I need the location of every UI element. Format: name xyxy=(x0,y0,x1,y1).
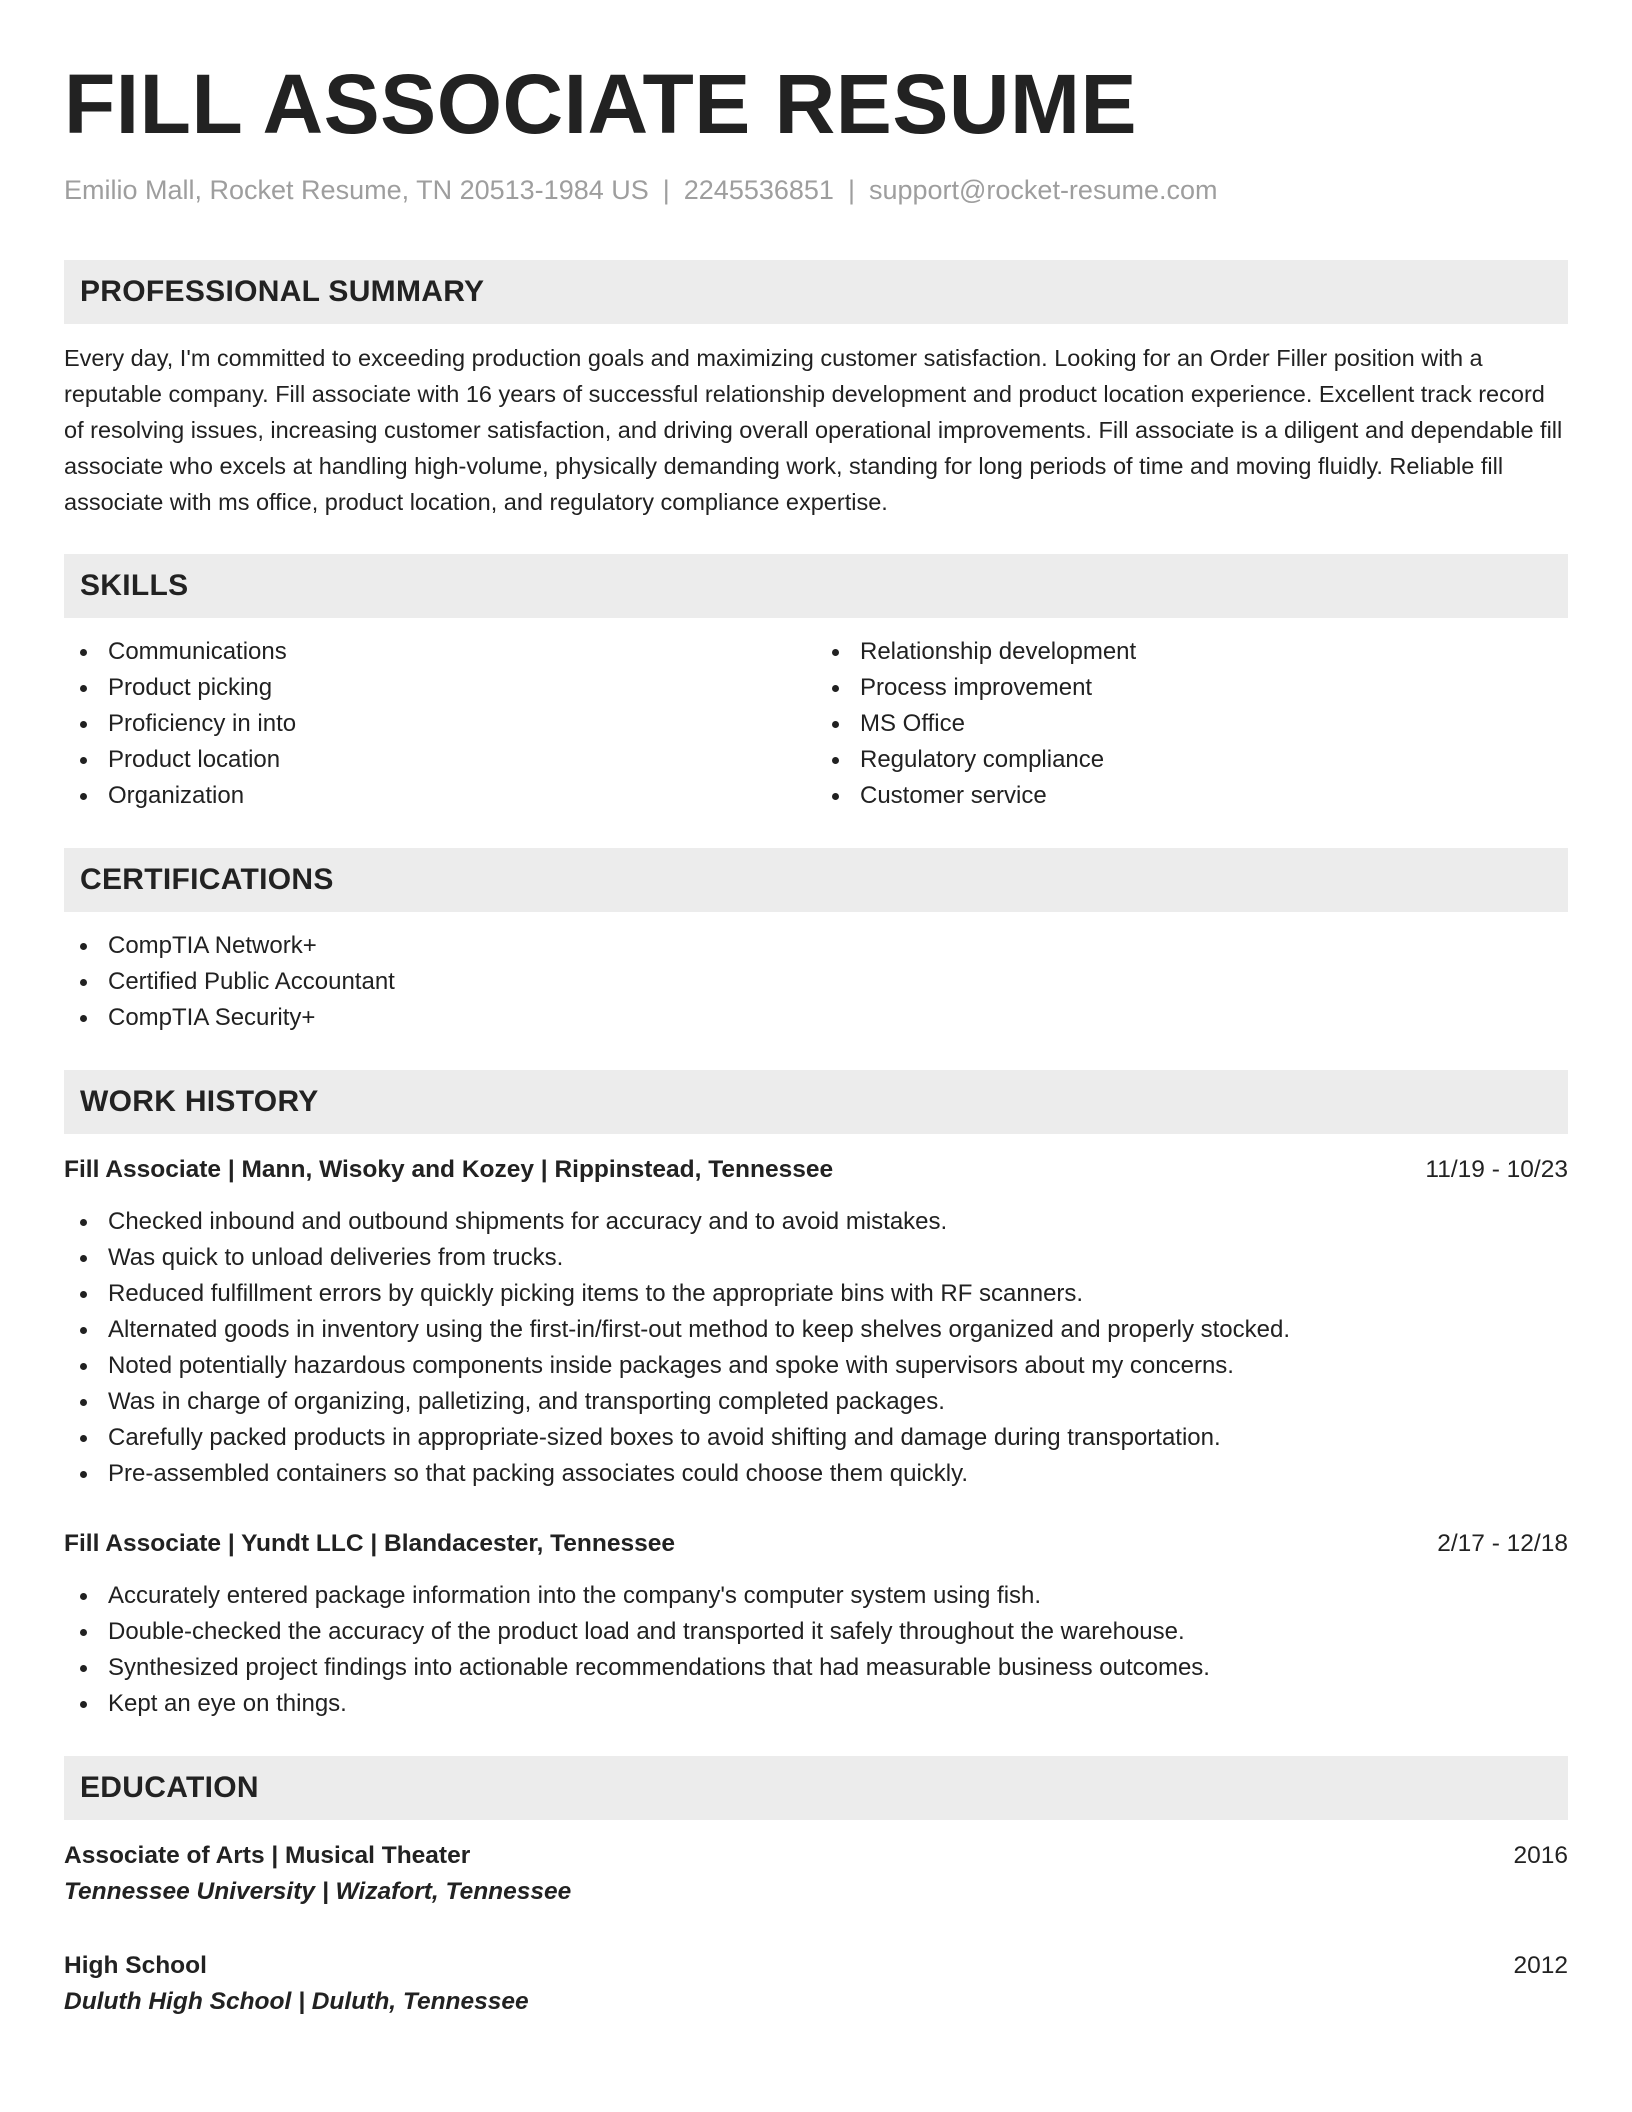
job-duties-list xyxy=(64,1578,1568,1722)
certification-item: CompTIA Network+ xyxy=(64,928,1568,964)
summary-text: Every day, I'm committed to exceeding production goals and maximizing customer satisfaction. Looking for an Order Filler position with a reputable company. Fill associate with 16 years of successful relationship development and product location experience. Excellent track record of resolving issues, increasing customer satisfaction, and driving overall operational improvements. Fill associate is a diligent and dependable fill associate who excels at handling high-volume, physically demanding work, standing for long periods of time and moving fluidly. Reliable fill associate with ms office, product location, and regulatory compliance expertise. xyxy=(64,345,1563,515)
skill-item: Product location xyxy=(64,742,816,778)
job-duty: Reduced fulfillment errors by quickly picking items to the appropriate bins with RF scanners. xyxy=(64,1276,1568,1312)
skill-item: Relationship development xyxy=(816,634,1568,670)
job-duty: Synthesized project findings into actionable recommendations that had measurable business outcomes. xyxy=(64,1650,1568,1686)
contact-address: Emilio Mall, Rocket Resume, TN 20513-1984 US xyxy=(64,175,649,205)
job-duty: Double-checked the accuracy of the product load and transported it safely throughout the warehouse. xyxy=(64,1614,1568,1650)
contact-separator: | xyxy=(662,175,670,205)
contact-line xyxy=(64,172,1568,208)
skill-item: Communications xyxy=(64,634,816,670)
section-heading-work-history: WORK HISTORY xyxy=(64,1070,1568,1134)
skills-column-left xyxy=(64,634,816,814)
job-duty: Was quick to unload deliveries from trucks. xyxy=(64,1240,1568,1276)
job-duty: Noted potentially hazardous components inside packages and spoke with supervisors about my concerns. xyxy=(64,1348,1568,1384)
job-duty: Was in charge of organizing, palletizing, and transporting completed packages. xyxy=(64,1384,1568,1420)
job-duty: Kept an eye on things. xyxy=(64,1686,1568,1722)
contact-email: support@rocket-resume.com xyxy=(868,175,1218,205)
certification-item: CompTIA Security+ xyxy=(64,1000,1568,1036)
certifications-list xyxy=(64,928,1568,1036)
job-duty: Pre-assembled containers so that packing associates could choose them quickly. xyxy=(64,1456,1568,1492)
education-entry xyxy=(64,1948,1568,2020)
job-title: Fill Associate | Mann, Wisoky and Kozey | Rippinstead, Tennessee xyxy=(64,1156,834,1183)
section-heading-skills: SKILLS xyxy=(64,554,1568,618)
certification-item: Certified Public Accountant xyxy=(64,964,1568,1000)
skill-item: Proficiency in into xyxy=(64,706,816,742)
job-header xyxy=(64,1152,1568,1188)
education-header xyxy=(64,1948,1568,1984)
section-heading-summary: PROFESSIONAL SUMMARY xyxy=(64,260,1568,324)
education-year: 2016 xyxy=(1513,1842,1568,1869)
skills-list xyxy=(64,634,1568,814)
job-duty: Checked inbound and outbound shipments for accuracy and to avoid mistakes. xyxy=(64,1204,1568,1240)
skill-item: MS Office xyxy=(816,706,1568,742)
skills-column-right xyxy=(816,634,1568,814)
skill-item: Customer service xyxy=(816,778,1568,814)
education-header xyxy=(64,1838,1568,1874)
skill-item: Organization xyxy=(64,778,816,814)
education-school: Tennessee University | Wizafort, Tennessee xyxy=(64,1878,572,1905)
job-duty: Alternated goods in inventory using the first-in/first-out method to keep shelves organized and properly stocked. xyxy=(64,1312,1568,1348)
education-degree: High School xyxy=(64,1952,207,1979)
education-year: 2012 xyxy=(1513,1952,1568,1979)
skill-item: Regulatory compliance xyxy=(816,742,1568,778)
job-duty: Accurately entered package information into the company's computer system using fish. xyxy=(64,1578,1568,1614)
skill-item: Product picking xyxy=(64,670,816,706)
job-duty: Carefully packed products in appropriate-sized boxes to avoid shifting and damage during transportation. xyxy=(64,1420,1568,1456)
education-degree: Associate of Arts | Musical Theater xyxy=(64,1842,471,1869)
section-heading-education: EDUCATION xyxy=(64,1756,1568,1820)
job-title: Fill Associate | Yundt LLC | Blandacester, Tennessee xyxy=(64,1530,675,1557)
skill-item: Process improvement xyxy=(816,670,1568,706)
job-entry xyxy=(64,1526,1568,1722)
section-heading-certifications: CERTIFICATIONS xyxy=(64,848,1568,912)
education-school: Duluth High School | Duluth, Tennessee xyxy=(64,1988,529,2015)
job-duties-list xyxy=(64,1204,1568,1492)
job-header xyxy=(64,1526,1568,1562)
job-dates: 11/19 - 10/23 xyxy=(1425,1156,1568,1183)
contact-separator: | xyxy=(847,175,855,205)
contact-phone: 2245536851 xyxy=(683,175,834,205)
job-dates: 2/17 - 12/18 xyxy=(1437,1530,1568,1557)
education-entry xyxy=(64,1838,1568,1910)
job-entry xyxy=(64,1152,1568,1492)
resume-title: FILL ASSOCIATE RESUME xyxy=(64,57,1138,151)
